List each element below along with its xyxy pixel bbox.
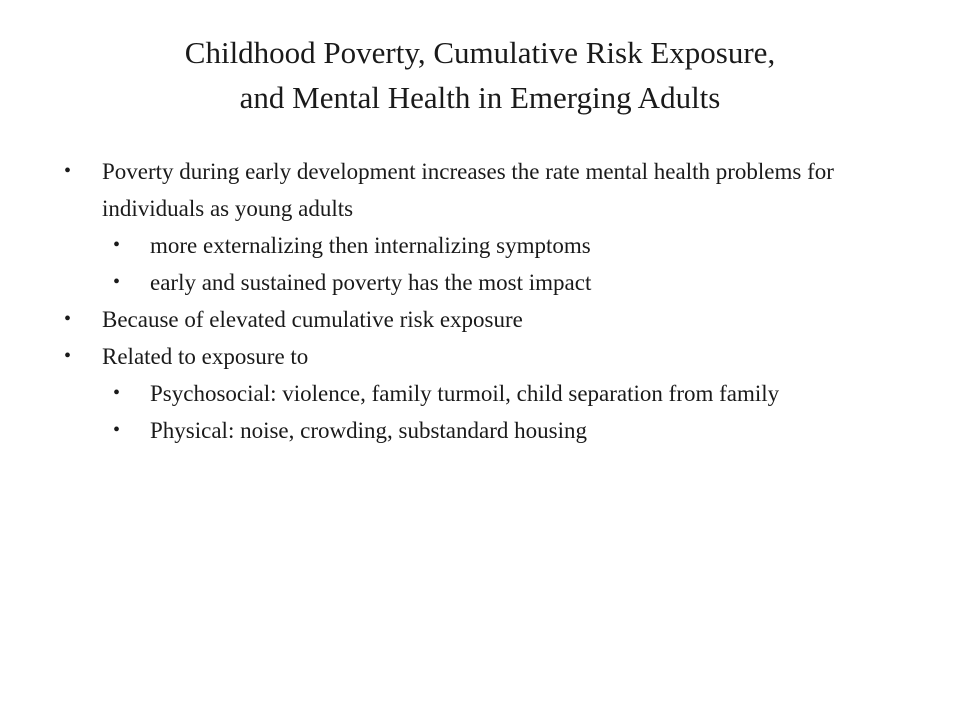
bullet-item [0,301,960,338]
bullet-text: early and sustained poverty has the most impact [150,270,592,295]
sub-bullet-item [0,264,960,301]
title-line-1: Childhood Poverty, Cumulative Risk Exposure, [184,35,776,70]
bullet-dot: • [64,160,72,182]
bullet-text: Related to exposure to [102,344,309,369]
bullet-dot: • [64,308,72,330]
slide-title [60,30,900,120]
bullet-dot: • [113,419,121,441]
title-line-2: and Mental Health in Emerging Adults [239,80,721,115]
sub-bullet-item [0,375,960,412]
bullet-dot: • [64,345,72,367]
bullet-text: Psychosocial: violence, family turmoil, child separation from family [150,381,780,406]
sub-bullet-item [0,227,960,264]
bullet-text: Physical: noise, crowding, substandard housing [150,418,587,443]
bullet-dot: • [113,382,121,404]
bullet-item [0,338,960,375]
sub-bullet-item [0,412,960,449]
bullet-text: Because of elevated cumulative risk exposure [102,307,523,332]
bullet-dot: • [113,271,121,293]
bullet-text: Poverty during early development increases the rate mental health problems for individuals as young adults [102,159,834,221]
bullet-text: more externalizing then internalizing symptoms [150,233,591,258]
bullet-dot: • [113,234,121,256]
bullet-item [0,153,960,227]
bullet-list [0,153,960,449]
